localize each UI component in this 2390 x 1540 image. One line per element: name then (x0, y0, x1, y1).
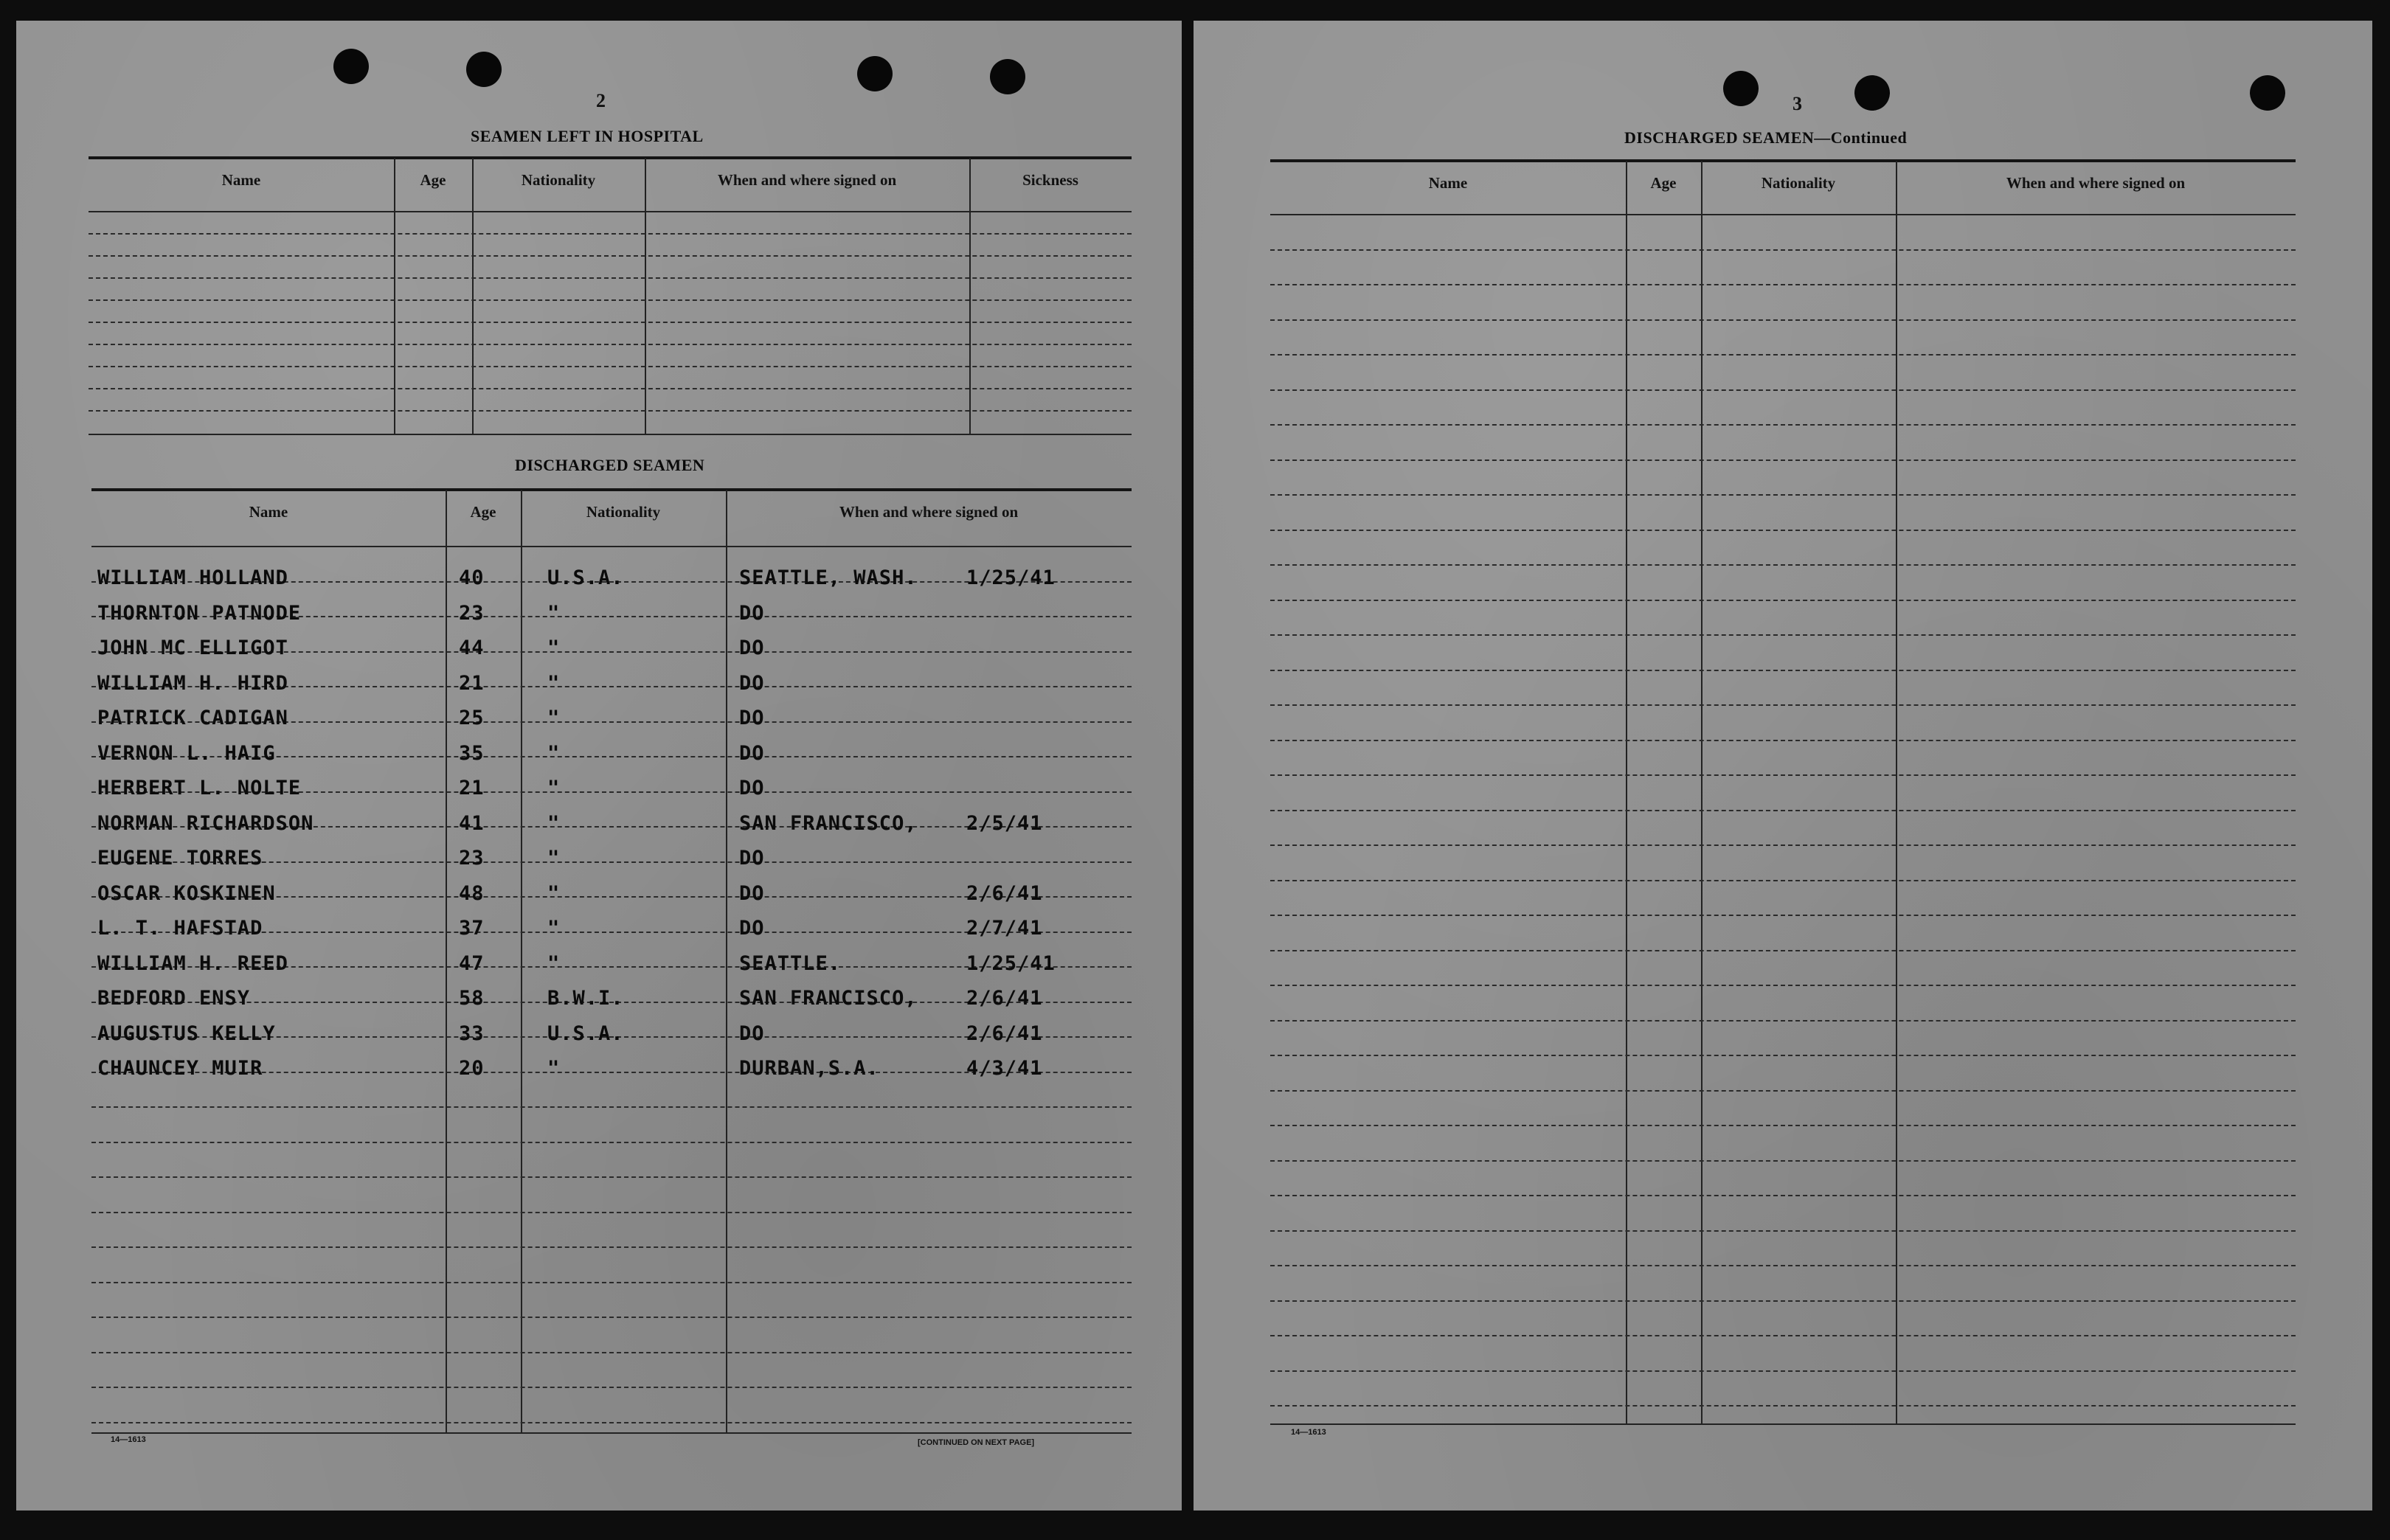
crew-name: L. T. HAFSTAD (97, 917, 263, 940)
row-rule (89, 255, 1132, 257)
crew-nationality: " (547, 601, 561, 625)
row-rule (1270, 1405, 2296, 1407)
table-bottom-rule (89, 434, 1132, 435)
table-bottom-rule (91, 1432, 1132, 1434)
punch-hole (2250, 75, 2285, 111)
row-rule (1270, 1265, 2296, 1266)
crew-signed-place: DO (739, 847, 765, 870)
crew-age: 33 (459, 1022, 485, 1045)
column-divider (1626, 161, 1627, 1423)
row-rule (89, 366, 1132, 367)
crew-age: 44 (459, 637, 485, 659)
crew-name: VERNON L. HAIG (97, 741, 276, 765)
punch-hole (333, 49, 369, 84)
crew-age: 58 (459, 987, 485, 1010)
crew-signed-place: DO (739, 671, 765, 695)
crew-name: WILLIAM H. HIRD (97, 671, 288, 695)
column-divider (726, 490, 727, 1432)
crew-age: 23 (459, 847, 485, 870)
column-divider (394, 158, 395, 434)
crew-signed-place: DO (739, 601, 765, 625)
crew-nationality: " (547, 881, 561, 905)
row-rule (89, 410, 1132, 412)
crew-signed-date: 2/6/41 (966, 881, 1043, 905)
crew-age: 37 (459, 917, 485, 940)
page-number: 2 (596, 90, 606, 111)
crew-signed-date: 2/7/41 (966, 917, 1043, 940)
column-divider (1896, 161, 1897, 1423)
crew-name: THORNTON PATNODE (97, 601, 302, 625)
right-page (1194, 21, 2372, 1510)
crew-signed-place: DO (739, 917, 765, 940)
crew-age: 48 (459, 881, 485, 905)
crew-nationality: " (547, 741, 561, 765)
crew-age: 25 (459, 707, 485, 729)
crew-name: HERBERT L. NOLTE (97, 777, 302, 800)
row-rule (1270, 1335, 2296, 1336)
crew-nationality: U.S.A. (547, 1022, 624, 1045)
row-rule (1270, 1055, 2296, 1056)
row-rule (1270, 810, 2296, 811)
row-rule (1270, 424, 2296, 426)
crew-signed-place: SAN FRANCISCO, (739, 987, 918, 1010)
row-rule (91, 1422, 1132, 1423)
column-divider (446, 490, 447, 1432)
crew-signed-place: DO (739, 637, 765, 659)
row-rule (1270, 1020, 2296, 1022)
crew-nationality: " (547, 951, 561, 975)
hospital-top-rule (89, 156, 1132, 159)
punch-hole (990, 59, 1025, 94)
crew-age: 41 (459, 811, 485, 835)
punch-hole (1723, 71, 1759, 106)
form-number: 14—1613 (111, 1435, 146, 1444)
column-header: Nationality (521, 171, 596, 189)
crew-name: EUGENE TORRES (97, 847, 263, 870)
crew-age: 47 (459, 951, 485, 975)
row-rule (1270, 1195, 2296, 1196)
page-number: 3 (1792, 93, 1802, 114)
crew-nationality: B.W.I. (547, 987, 624, 1010)
row-rule (1270, 950, 2296, 951)
right-top-rule (1270, 159, 2296, 162)
row-rule (1270, 389, 2296, 391)
form-number: 14—1613 (1291, 1428, 1326, 1437)
row-rule (1270, 1300, 2296, 1302)
row-rule (1270, 740, 2296, 741)
column-divider (521, 490, 522, 1432)
crew-age: 40 (459, 566, 485, 589)
row-rule (1270, 704, 2296, 706)
row-rule (1270, 564, 2296, 566)
column-header: Age (420, 171, 446, 189)
row-rule (1270, 915, 2296, 916)
row-rule (89, 277, 1132, 279)
row-rule (91, 1317, 1132, 1318)
column-header: When and where signed on (2006, 174, 2186, 192)
crew-name: JOHN MC ELLIGOT (97, 637, 288, 659)
column-divider (969, 158, 971, 434)
crew-signed-date: 2/5/41 (966, 811, 1043, 835)
crew-signed-date: 4/3/41 (966, 1057, 1043, 1080)
crew-signed-place: SEATTLE, WASH. (739, 566, 918, 589)
row-rule (91, 1387, 1132, 1388)
crew-name: WILLIAM HOLLAND (97, 566, 288, 589)
crew-name: NORMAN RICHARDSON (97, 811, 314, 835)
crew-name: CHAUNCEY MUIR (97, 1057, 263, 1080)
row-rule (89, 344, 1132, 345)
crew-age: 21 (459, 777, 485, 800)
crew-age: 20 (459, 1057, 485, 1080)
row-rule (1270, 670, 2296, 671)
row-rule (89, 299, 1132, 301)
crew-signed-date: 2/6/41 (966, 987, 1043, 1010)
crew-signed-place: DO (739, 1022, 765, 1045)
crew-signed-date: 2/6/41 (966, 1022, 1043, 1045)
column-header: Age (470, 503, 496, 521)
crew-nationality: " (547, 1057, 561, 1080)
crew-signed-place: SEATTLE. (739, 951, 842, 975)
row-rule (1270, 1125, 2296, 1126)
table-bottom-rule (1270, 1423, 2296, 1425)
crew-nationality: " (547, 671, 561, 695)
crew-name: OSCAR KOSKINEN (97, 881, 276, 905)
row-rule (1270, 880, 2296, 881)
row-rule (1270, 1090, 2296, 1092)
crew-signed-place: DO (739, 707, 765, 729)
column-header: Nationality (586, 503, 661, 521)
row-rule (91, 1212, 1132, 1213)
crew-name: WILLIAM H. REED (97, 951, 288, 975)
punch-hole (857, 56, 893, 91)
crew-nationality: " (547, 917, 561, 940)
row-rule (89, 322, 1132, 323)
crew-age: 35 (459, 741, 485, 765)
column-header: Name (221, 171, 261, 189)
column-header: Name (1428, 174, 1468, 192)
row-rule (1270, 774, 2296, 776)
left-page (16, 21, 1182, 1510)
row-rule (91, 1106, 1132, 1108)
row-rule (89, 388, 1132, 389)
crew-signed-place: DO (739, 777, 765, 800)
crew-name: AUGUSTUS KELLY (97, 1022, 276, 1045)
crew-signed-place: DO (739, 881, 765, 905)
crew-nationality: " (547, 637, 561, 659)
crew-signed-date: 1/25/41 (966, 951, 1056, 975)
column-divider (1701, 161, 1703, 1423)
row-rule (89, 233, 1132, 235)
crew-nationality: " (547, 811, 561, 835)
right-section-title: DISCHARGED SEAMEN—Continued (1624, 128, 1908, 147)
crew-nationality: " (547, 707, 561, 729)
column-divider (645, 158, 646, 434)
row-rule (1270, 1160, 2296, 1162)
crew-age: 21 (459, 671, 485, 695)
row-rule (1270, 634, 2296, 636)
column-header: When and where signed on (839, 503, 1019, 521)
row-rule (91, 1282, 1132, 1283)
crew-signed-place: DO (739, 741, 765, 765)
row-rule (1270, 494, 2296, 496)
crew-signed-place: SAN FRANCISCO, (739, 811, 918, 835)
row-rule (1270, 1230, 2296, 1232)
header-rule (1270, 214, 2296, 215)
crew-signed-place: DURBAN,S.A. (739, 1057, 879, 1080)
row-rule (1270, 1370, 2296, 1372)
row-rule (1270, 319, 2296, 321)
header-rule (89, 211, 1132, 212)
continued-note: [CONTINUED ON NEXT PAGE] (918, 1438, 1035, 1447)
punch-hole (466, 52, 502, 87)
row-rule (1270, 985, 2296, 986)
header-rule (91, 546, 1132, 547)
discharged-section-title: DISCHARGED SEAMEN (515, 456, 705, 474)
row-rule (1270, 249, 2296, 251)
column-header: Age (1650, 174, 1677, 192)
column-header: Name (249, 503, 288, 521)
row-rule (1270, 844, 2296, 846)
row-rule (1270, 459, 2296, 461)
column-header: Sickness (1022, 171, 1078, 189)
row-rule (1270, 530, 2296, 531)
row-rule (91, 1246, 1132, 1248)
punch-hole (1854, 75, 1890, 111)
row-rule (1270, 284, 2296, 285)
row-rule (1270, 600, 2296, 601)
column-divider (472, 158, 474, 434)
crew-signed-date: 1/25/41 (966, 566, 1056, 589)
column-header: When and where signed on (717, 171, 897, 189)
crew-nationality: " (547, 777, 561, 800)
crew-name: BEDFORD ENSY (97, 987, 251, 1010)
discharged-top-rule (91, 488, 1132, 491)
crew-nationality: " (547, 847, 561, 870)
crew-name: PATRICK CADIGAN (97, 707, 288, 729)
row-rule (91, 1352, 1132, 1353)
row-rule (1270, 354, 2296, 355)
row-rule (91, 1176, 1132, 1178)
crew-age: 23 (459, 601, 485, 625)
row-rule (91, 1142, 1132, 1143)
column-header: Nationality (1761, 174, 1836, 192)
crew-nationality: U.S.A. (547, 566, 624, 589)
hospital-section-title: SEAMEN LEFT IN HOSPITAL (471, 127, 704, 145)
